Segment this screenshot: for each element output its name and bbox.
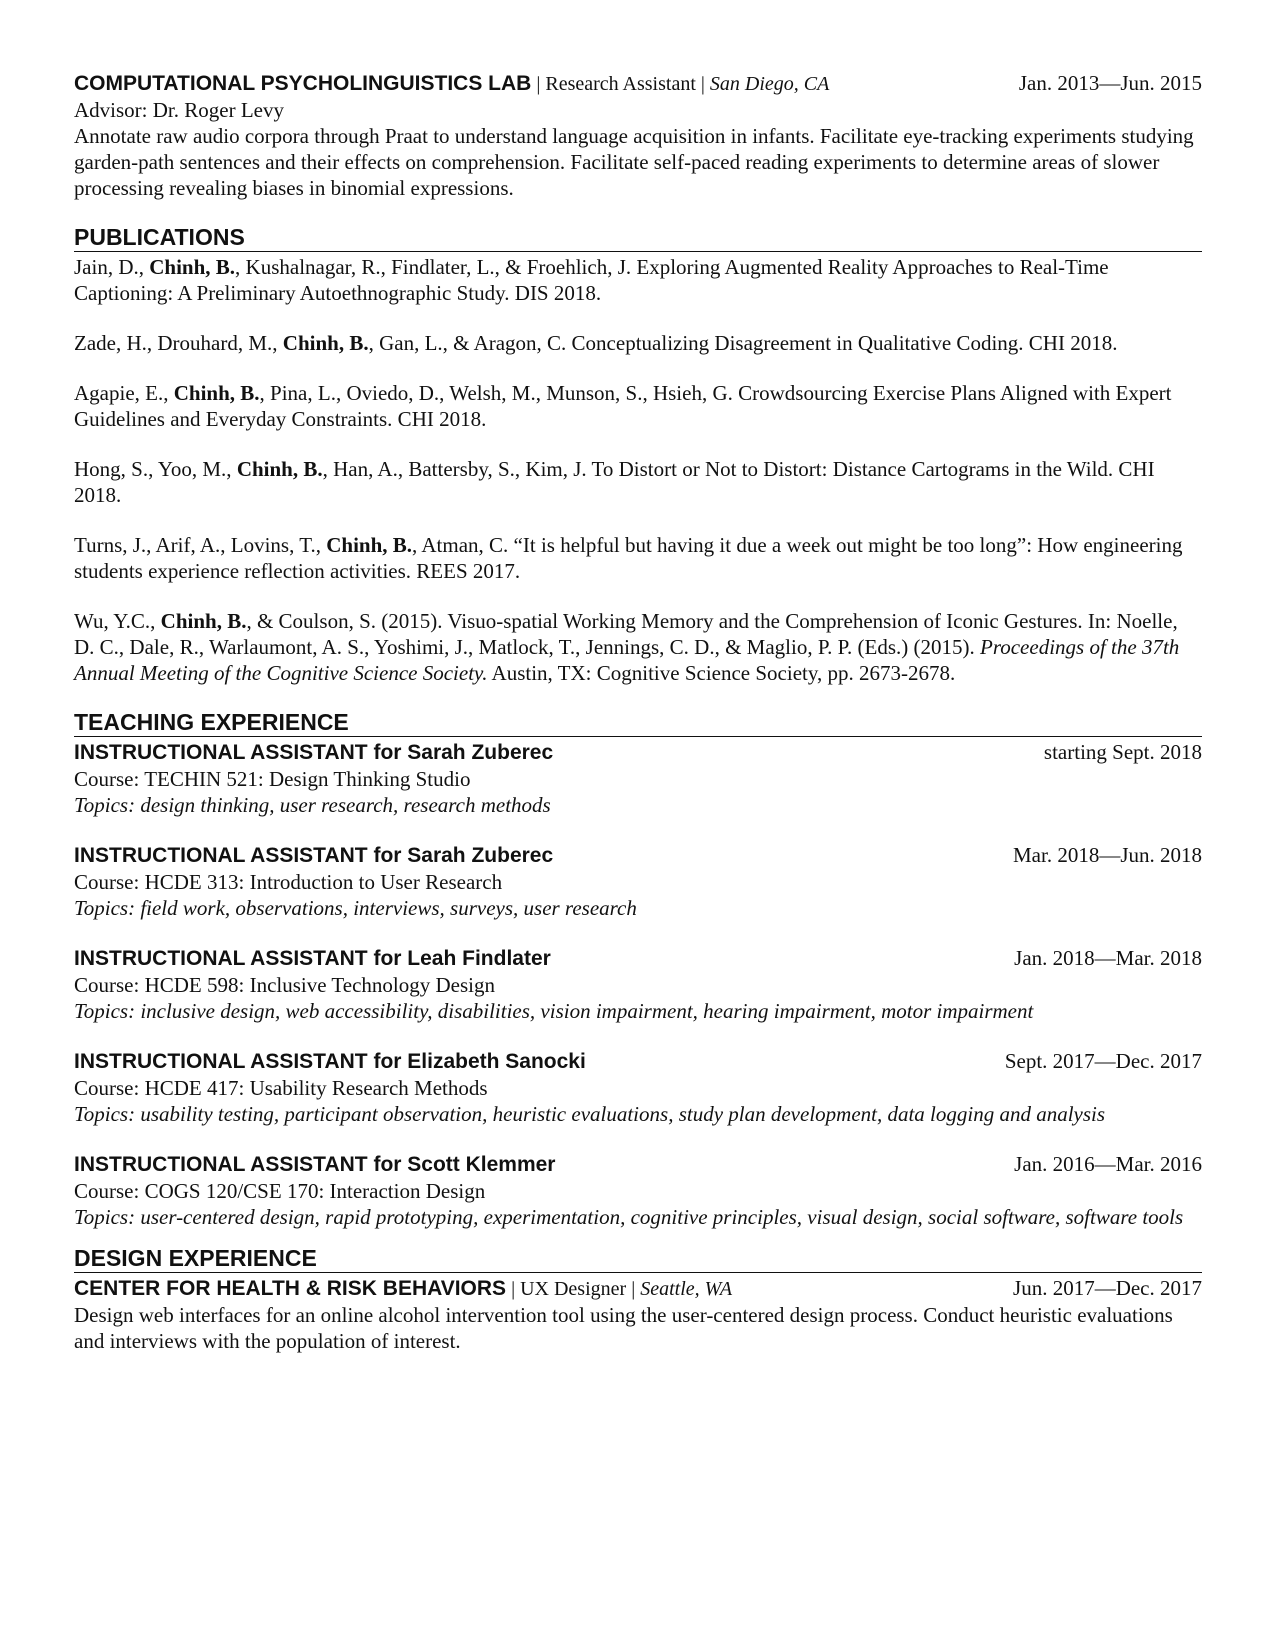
teaching-entry-header: [74, 842, 1202, 869]
publication-rest: , Han, A., Battersby, S., Kim, J. To Distort or Not to Distort: Distance Cartograms in the Wild. CHI 2018.: [74, 457, 1155, 507]
publication-item: [74, 456, 1202, 508]
teaching-dates: Jan. 2016—Mar. 2016: [1014, 1152, 1202, 1176]
research-dates: Jan. 2013—Jun. 2015: [1018, 71, 1202, 95]
teaching-heading: TEACHING EXPERIENCE: [74, 708, 1202, 737]
teaching-role: INSTRUCTIONAL ASSISTANT for Leah Findlater: [74, 947, 551, 970]
teaching-role: INSTRUCTIONAL ASSISTANT for Sarah Zuberec: [74, 844, 554, 867]
design-section: [74, 1244, 1202, 1354]
teaching-entry: [74, 1151, 1202, 1230]
design-dates: Jun. 2017—Dec. 2017: [1013, 1276, 1202, 1300]
publication-authors-pre: Jain, D.,: [74, 255, 150, 279]
design-org: CENTER FOR HEALTH & RISK BEHAVIORS: [74, 1277, 507, 1300]
research-entry: [74, 70, 1202, 201]
teaching-course: Course: HCDE 598: Inclusive Technology Design: [74, 973, 496, 997]
teaching-role: INSTRUCTIONAL ASSISTANT for Elizabeth Sanocki: [74, 1050, 586, 1073]
publication-authors-pre: Hong, S., Yoo, M.,: [74, 457, 237, 481]
research-entry-header: [74, 70, 1202, 97]
publication-item: [74, 608, 1202, 686]
publication-item: [74, 254, 1202, 306]
publication-author-highlight: Chinh, B.: [149, 255, 236, 279]
teaching-entry: [74, 1048, 1202, 1127]
research-role: Research Assistant: [545, 73, 696, 95]
resume-page: [74, 70, 1202, 1354]
research-entry-title: [74, 71, 829, 97]
teaching-entry-header: [74, 1048, 1202, 1075]
publication-author-highlight: Chinh, B.: [282, 331, 369, 355]
publication-author-highlight: Chinh, B.: [326, 533, 413, 557]
publication-author-highlight: Chinh, B.: [160, 609, 247, 633]
teaching-topics: Topics: usability testing, participant observation, heuristic evaluations, study plan development, data logging and analysis: [74, 1102, 1106, 1126]
publication-author-highlight: Chinh, B.: [236, 457, 323, 481]
publication-authors-pre: Zade, H., Drouhard, M.,: [74, 331, 283, 355]
design-sep-2: |: [626, 1278, 641, 1300]
design-description: Design web interfaces for an online alcohol intervention tool using the user-centered design process. Conduct heuristic evaluations and interviews with the population of interest.: [74, 1303, 1173, 1353]
publication-pages: Austin, TX: Cognitive Science Society, pp. 2673-2678.: [487, 661, 956, 685]
teaching-dates: Mar. 2018—Jun. 2018: [1013, 843, 1202, 867]
publication-authors-pre: Wu, Y.C.,: [74, 609, 161, 633]
publication-rest: , Gan, L., & Aragon, C. Conceptualizing Disagreement in Qualitative Coding. CHI 2018.: [368, 331, 1118, 355]
research-advisor: Advisor: Dr. Roger Levy: [74, 98, 284, 122]
teaching-role: INSTRUCTIONAL ASSISTANT for Sarah Zuberec: [74, 741, 554, 764]
publication-rest: , & Coulson, S. (2015). Visuo-spatial Working Memory and the Comprehension of Iconic Gestures. In: Noelle, D. C., Dale, R., Warlaumont, A. S., Yoshimi, J., Matlock, T., Jennings, C. D., & Maglio, P. P. (Eds.) (2015).: [74, 609, 1178, 659]
teaching-course: Course: COGS 120/CSE 170: Interaction Design: [74, 1179, 486, 1203]
teaching-entry-header: [74, 739, 1202, 766]
teaching-course: Course: TECHIN 521: Design Thinking Studio: [74, 767, 471, 791]
teaching-entry: [74, 739, 1202, 818]
teaching-entry: [74, 842, 1202, 921]
teaching-course: Course: HCDE 417: Usability Research Methods: [74, 1076, 488, 1100]
design-role: UX Designer: [520, 1278, 627, 1300]
publication-item: [74, 380, 1202, 432]
teaching-entry-header: [74, 945, 1202, 972]
publication-item: [74, 330, 1202, 356]
publications-section: [74, 223, 1202, 686]
teaching-entry-header: [74, 1151, 1202, 1178]
research-description: Annotate raw audio corpora through Praat to understand language acquisition in infants. Facilitate eye-tracking experiments studying garden-path sentences and their effects on comprehension. Facilitate self-paced reading experiments to determine areas of slower processing revealing biases in binomial expressions.: [74, 124, 1194, 200]
teaching-course: Course: HCDE 313: Introduction to User Research: [74, 870, 503, 894]
design-heading: DESIGN EXPERIENCE: [74, 1244, 1202, 1273]
teaching-entry: [74, 945, 1202, 1024]
publication-authors-pre: Turns, J., Arif, A., Lovins, T.,: [74, 533, 327, 557]
teaching-topics: Topics: design thinking, user research, research methods: [74, 793, 551, 817]
research-location: San Diego, CA: [709, 73, 830, 95]
teaching-role: INSTRUCTIONAL ASSISTANT for Scott Klemmer: [74, 1153, 556, 1176]
publication-item: [74, 532, 1202, 584]
publication-rest: , Kushalnagar, R., Findlater, L., & Froehlich, J. Exploring Augmented Reality Approaches to Real-Time Captioning: A Preliminary Autoethnographic Study. DIS 2018.: [74, 255, 1109, 305]
publication-venue: Proceedings of the 37th Annual Meeting of the Cognitive Science Society.: [74, 635, 1180, 685]
publication-author-highlight: Chinh, B.: [173, 381, 260, 405]
teaching-topics: Topics: user-centered design, rapid prototyping, experimentation, cognitive principles, visual design, social software, software tools: [74, 1205, 1184, 1229]
research-org: COMPUTATIONAL PSYCHOLINGUISTICS LAB: [74, 72, 532, 95]
design-entry-header: [74, 1275, 1202, 1302]
publications-heading: PUBLICATIONS: [74, 223, 1202, 252]
teaching-section: [74, 708, 1202, 1230]
publication-rest: , Atman, C. “It is helpful but having it due a week out might be too long”: How engineering students experience reflection activities. REES 2017.: [74, 533, 1183, 583]
teaching-topics: Topics: inclusive design, web accessibility, disabilities, vision impairment, hearing impairment, motor impairment: [74, 999, 1034, 1023]
teaching-dates: Jan. 2018—Mar. 2018: [1014, 946, 1202, 970]
research-sep-1: |: [531, 73, 546, 95]
teaching-dates: Sept. 2017—Dec. 2017: [1004, 1049, 1202, 1073]
design-sep-1: |: [506, 1278, 521, 1300]
teaching-topics: Topics: field work, observations, interviews, surveys, user research: [74, 896, 637, 920]
design-location: Seattle, WA: [640, 1278, 733, 1300]
teaching-dates: starting Sept. 2018: [1043, 740, 1202, 764]
publication-authors-pre: Agapie, E.,: [74, 381, 174, 405]
research-sep-2: |: [695, 73, 710, 95]
design-entry-title: [74, 1276, 732, 1302]
publication-rest: , Pina, L., Oviedo, D., Welsh, M., Munson, S., Hsieh, G. Crowdsourcing Exercise Plans Aligned with Expert Guidelines and Everyday Constraints. CHI 2018.: [74, 381, 1172, 431]
